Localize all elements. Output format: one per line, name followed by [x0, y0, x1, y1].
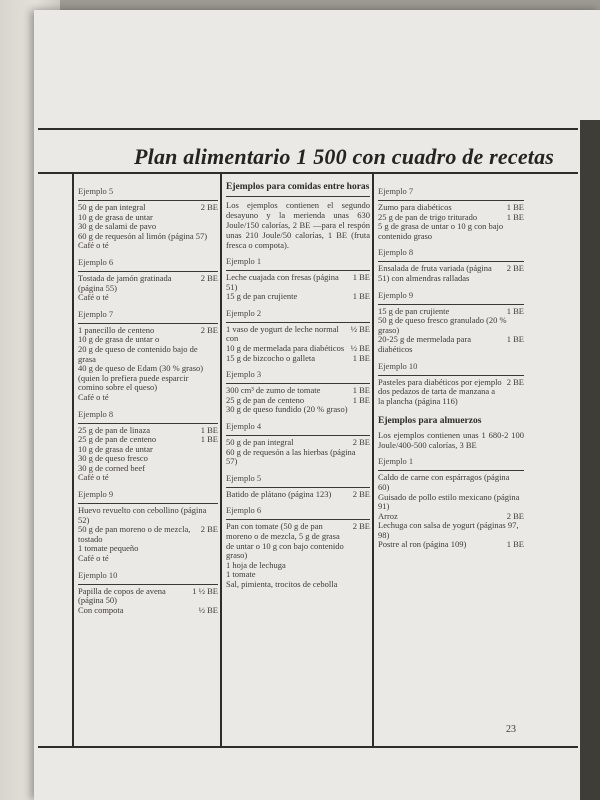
divider	[378, 261, 524, 262]
ingredient-row	[78, 587, 218, 606]
example-heading: Ejemplo 8	[78, 408, 114, 419]
example-heading: Ejemplo 7	[78, 308, 114, 319]
be-value: 2 BE	[352, 521, 370, 532]
ingredient-text: Postre al ron (página 109)	[378, 539, 467, 550]
ingredient-row	[78, 274, 218, 293]
ingredient-text: 1 vaso de yogurt de leche normal con	[226, 323, 339, 344]
column-snacks-content	[226, 180, 370, 589]
ingredient-row	[378, 521, 524, 540]
recipe-table	[38, 172, 578, 748]
ingredient-text: Pan con tomate (50 g de pan moreno o de mezcla, 5 g de grasa de untar o 10 g con bajo contenido graso)	[226, 521, 344, 561]
divider	[226, 196, 370, 197]
be-value: 1 BE	[352, 394, 370, 405]
be-value: 2 BE	[200, 202, 218, 212]
ingredient-row	[226, 273, 370, 292]
ingredient-text: 1 tomate pequeño	[78, 543, 139, 554]
ingredient-row	[378, 264, 524, 283]
ingredient-row	[378, 473, 524, 492]
example-heading: Ejemplo 5	[78, 186, 114, 196]
be-value: 2 BE	[200, 524, 218, 535]
be-value: 2 BE	[352, 436, 370, 447]
divider	[378, 304, 524, 305]
example-heading: Ejemplo 9	[78, 489, 114, 500]
divider	[226, 487, 370, 488]
ingredient-text: Lechuga con salsa de yogurt (páginas 97, 98)	[378, 520, 519, 540]
ingredient-text: 300 cm³ de zumo de tomate	[226, 385, 321, 396]
ingredient-text: 10 g de grasa de untar o	[78, 334, 160, 345]
ingredient-row	[226, 354, 370, 364]
be-value: 2 BE	[506, 510, 524, 521]
ingredient-text: 20-25 g de mermelada para diabéticos	[378, 334, 471, 354]
ingredient-text: 30 g de queso fundido (20 % graso)	[226, 404, 348, 415]
be-value: 2 BE	[352, 488, 370, 499]
divider	[226, 435, 370, 436]
ingredient-row	[78, 345, 218, 364]
be-value: 1 BE	[506, 305, 524, 316]
ingredient-text: 25 g de pan de linaza	[78, 424, 150, 435]
ingredient-row	[226, 405, 370, 415]
ingredient-row	[78, 473, 218, 483]
example-heading: Ejemplo 1	[378, 456, 414, 467]
example-heading: Ejemplo 1	[226, 256, 262, 266]
ingredient-text: 30 g de corned beef	[78, 462, 146, 473]
divider	[78, 423, 218, 424]
be-value: 1 BE	[506, 334, 524, 345]
ingredient-text: 10 g de grasa de untar	[78, 211, 153, 222]
example-heading: Ejemplo 7	[378, 186, 414, 196]
ingredient-row	[378, 493, 524, 512]
ingredient-text: 25 g de pan de trigo triturado	[378, 211, 478, 222]
ingredient-row	[78, 364, 218, 393]
ingredient-text: 60 g de requesón al limón (página 57)	[78, 230, 208, 241]
ingredient-row	[78, 506, 218, 525]
be-value: 1 BE	[506, 539, 524, 550]
ingredient-text: 25 g de pan de centeno	[226, 394, 305, 405]
be-value: 2 BE	[506, 376, 524, 387]
divider	[378, 200, 524, 201]
be-value: 1 BE	[506, 202, 524, 212]
example-heading: Ejemplo 5	[226, 472, 262, 483]
ingredient-row	[226, 490, 370, 500]
ingredient-text: 30 g de queso fresco	[78, 453, 148, 464]
ingredient-row	[226, 325, 370, 344]
ingredient-text: Zumo para diabéticos	[378, 202, 452, 212]
ingredient-text: Café o té	[78, 553, 109, 564]
ingredient-text: Caldo de carne con espárragos (página 60)	[378, 472, 510, 492]
example-heading: Ejemplo 6	[226, 505, 262, 516]
be-value: 2 BE	[200, 272, 218, 283]
be-value: ½ BE	[198, 604, 218, 615]
ingredient-text: 30 g de salami de pavo	[78, 221, 157, 232]
ingredient-row	[378, 378, 524, 407]
column-breakfast-content	[78, 180, 218, 615]
example-heading: Ejemplo 2	[226, 307, 262, 318]
be-value: 1 BE	[200, 434, 218, 445]
be-value: 1 BE	[352, 385, 370, 396]
example-heading: Ejemplo 4	[226, 420, 262, 431]
ingredient-text: Arroz	[378, 510, 398, 521]
ingredient-row	[78, 554, 218, 564]
divider	[226, 519, 370, 520]
ingredient-row	[226, 580, 370, 590]
ingredient-text: Leche cuajada con fresas (página 51)	[226, 272, 339, 292]
divider	[226, 322, 370, 323]
ingredient-row	[78, 393, 218, 403]
example-heading: Ejemplo 3	[226, 369, 262, 380]
ingredient-row	[378, 335, 524, 354]
snacks-intro: Los ejemplos contienen el segundo desayuno y la merienda unas 630 Joule/150 calorías, 2 BE —para el respón unas 210 Joule/50 calorías, 1 BE (fruta fresca o compota).	[226, 200, 370, 250]
example-heading: Ejemplo 8	[378, 247, 414, 258]
example-heading: Ejemplo 10	[378, 360, 418, 371]
lunch-intro: Los ejemplos contienen unas 1 680-2 100 Joule/400-500 calorías, 3 BE	[378, 430, 524, 451]
ingredient-row	[78, 525, 218, 544]
lunch-heading: Ejemplos para almuerzos	[378, 416, 482, 427]
ingredient-text: Café o té	[78, 292, 109, 303]
ingredient-row	[378, 222, 524, 241]
ingredient-row	[226, 292, 370, 302]
page-number: 23	[506, 724, 516, 735]
ingredient-text: Batido de plátano (página 123)	[226, 488, 332, 499]
ingredient-text: 1 tomate	[226, 569, 256, 580]
ingredient-text: 10 g de mermelada para diabéticos	[226, 342, 345, 353]
divider	[378, 470, 524, 471]
divider	[78, 200, 218, 201]
ingredient-text: 1 hoja de lechuga	[226, 559, 286, 570]
ingredient-text: 25 g de pan de centeno	[78, 434, 157, 445]
be-value: 1 BE	[200, 424, 218, 435]
ingredient-text: 15 g de pan crujiente	[226, 291, 298, 302]
lunch-examples	[378, 456, 524, 550]
be-value: ½ BE	[350, 342, 370, 353]
ingredient-row	[78, 606, 218, 616]
column-breakfast	[72, 174, 222, 746]
ingredient-text: 50 g de pan integral	[78, 202, 146, 212]
be-value: 1 BE	[352, 291, 370, 302]
ingredient-row	[78, 241, 218, 251]
be-value: 2 BE	[200, 324, 218, 335]
ingredient-text: Tostada de jamón gratinada (página 55)	[78, 272, 172, 293]
be-value: 1 BE	[352, 272, 370, 282]
divider	[78, 323, 218, 324]
ingredient-text: Con compota	[78, 604, 124, 615]
ingredient-text: Café o té	[78, 391, 109, 402]
ingredient-text: 10 g de grasa de untar	[78, 443, 153, 454]
divider	[226, 270, 370, 271]
title-bar	[38, 128, 578, 172]
example-heading: Ejemplo 9	[378, 289, 414, 300]
be-value: 1 BE	[506, 211, 524, 222]
ingredient-row	[378, 316, 524, 335]
divider	[78, 584, 218, 585]
ingredient-text: 1 panecillo de centeno	[78, 324, 155, 335]
example-heading: Ejemplo 10	[78, 569, 118, 580]
ingredient-text: 20 g de queso de contenido bajo de grasa	[78, 343, 198, 364]
be-value: 1 ½ BE	[192, 585, 218, 596]
page-title: Plan alimentario 1 500 con cuadro de recetas	[134, 144, 555, 169]
divider	[78, 271, 218, 272]
ingredient-text: Ensalada de fruta variada (página 51) con almendras ralladas	[378, 263, 492, 283]
snacks-heading: Ejemplos para comidas entre horas	[226, 182, 370, 192]
snacks-examples-cont	[378, 186, 524, 406]
divider	[226, 383, 370, 384]
ingredient-text: Café o té	[78, 240, 109, 251]
ingredient-text: 50 g de queso fresco granulado (20 % graso)	[378, 315, 507, 335]
divider	[78, 503, 218, 504]
ingredient-text: Pasteles para diabéticos por ejemplo dos pedazos de tarta de manzana a la plancha (página 116)	[378, 376, 502, 406]
ingredient-text: Guisado de pollo estilo mexicano (página 91)	[378, 491, 520, 512]
ingredient-text: Sal, pimienta, trocitos de cebolla	[226, 578, 338, 589]
page-shadow-edge	[580, 120, 600, 800]
example-heading: Ejemplo 6	[78, 256, 114, 267]
ingredient-text: 5 g de grasa de untar o 10 g con bajo contenido graso	[378, 221, 504, 241]
column-lunch-content	[378, 180, 524, 550]
ingredient-text: 60 g de requesón a las hierbas (página 57)	[226, 446, 356, 467]
snacks-examples	[226, 256, 370, 589]
ingredient-text: Huevo revuelto con cebollino (página 52)	[78, 505, 207, 525]
ingredient-row	[78, 293, 218, 303]
ingredient-text: 50 g de pan integral	[226, 436, 294, 447]
ingredient-text: Café o té	[78, 472, 109, 483]
ingredient-text: Papilla de copos de avena (página 50)	[78, 585, 166, 606]
be-value: 1 BE	[352, 352, 370, 363]
divider	[378, 375, 524, 376]
ingredient-text: 40 g de queso de Edam (30 % graso) (quien lo prefiera puede esparcir comino sobre el queso)	[78, 363, 204, 393]
column-lunch	[372, 174, 528, 746]
ingredient-row	[226, 522, 370, 560]
column-snacks	[220, 174, 374, 746]
ingredient-text: 15 g de pan crujiente	[378, 305, 450, 316]
ingredient-text: 15 g de bizcocho o galleta	[226, 352, 315, 363]
be-value: ½ BE	[350, 323, 370, 334]
ingredient-row	[378, 540, 524, 550]
ingredient-row	[226, 448, 370, 467]
ingredient-text: 50 g de pan moreno o de mezcla, tostado	[78, 524, 191, 544]
be-value: 2 BE	[506, 263, 524, 274]
